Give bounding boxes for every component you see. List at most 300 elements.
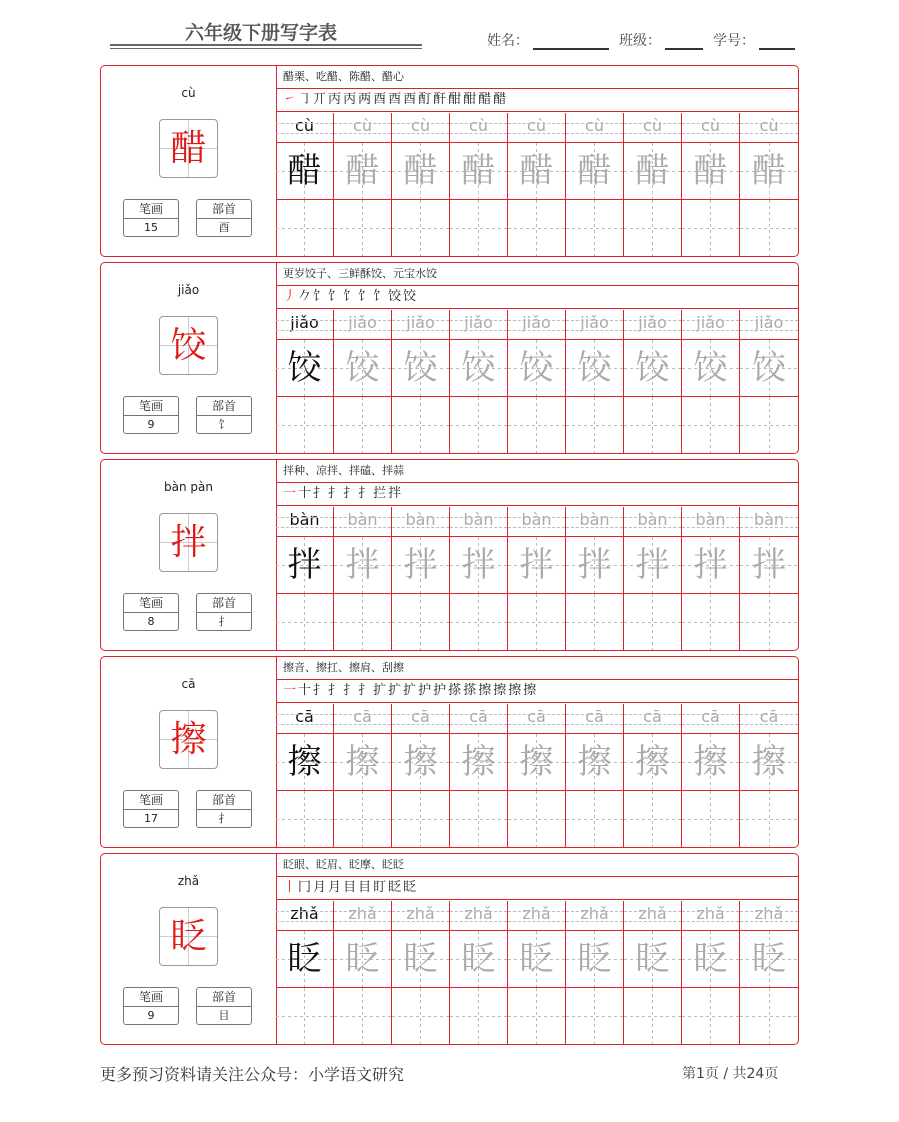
trace-char-cell: 醋 xyxy=(450,143,507,200)
practice-column xyxy=(624,901,682,1044)
practice-column xyxy=(276,310,334,453)
stroke-step: 酣 xyxy=(448,92,464,107)
stroke-step: 搽 xyxy=(448,683,464,698)
practice-column xyxy=(740,310,798,453)
stroke-step: 擦 xyxy=(478,683,494,698)
char-card xyxy=(100,65,799,257)
practice-column xyxy=(334,704,392,847)
stroke-step: 眨 xyxy=(403,880,419,895)
pinyin-cell: cù xyxy=(450,113,507,143)
title-underline-thin xyxy=(110,48,422,49)
pinyin-cell: zhǎ xyxy=(566,901,623,931)
char-display-box xyxy=(159,513,218,572)
pinyin-cell: bàn xyxy=(508,507,565,537)
practice-column xyxy=(682,901,740,1044)
trace-char-cell: 饺 xyxy=(624,340,681,397)
stroke-order xyxy=(276,88,798,112)
empty-writing-cell[interactable] xyxy=(624,988,681,1044)
stroke-step: 扩 xyxy=(403,683,419,698)
stroke-step: 两 xyxy=(358,92,374,107)
char-display: 饺 xyxy=(170,325,207,366)
practice-column xyxy=(276,704,334,847)
radical-value: 目 xyxy=(218,1009,230,1022)
stroke-order xyxy=(276,876,798,900)
practice-column xyxy=(450,507,508,650)
stroke-step: 擦 xyxy=(508,683,524,698)
stroke-step: 酐 xyxy=(433,92,449,107)
practice-panel xyxy=(276,657,798,847)
empty-writing-cell[interactable] xyxy=(682,200,739,256)
stroke-count-label: 笔画 xyxy=(124,791,178,810)
radical-box xyxy=(196,396,252,434)
example-words: 拌种、凉拌、拌磕、拌蒜 xyxy=(276,460,798,483)
empty-writing-cell[interactable] xyxy=(450,791,507,847)
stroke-step: 饺 xyxy=(388,289,404,304)
practice-column xyxy=(624,113,682,256)
trace-char-cell: 眨 xyxy=(334,931,391,988)
stroke-step: 扌 xyxy=(328,683,344,698)
radical-value: 扌 xyxy=(218,812,230,825)
stroke-step: 扩 xyxy=(388,683,404,698)
stroke-step: 扌 xyxy=(358,486,374,501)
trace-char-cell: 眨 xyxy=(624,931,681,988)
stroke-step: 丙 xyxy=(328,92,344,107)
stroke-step: 饣 xyxy=(358,289,374,304)
name-blank[interactable] xyxy=(533,34,609,50)
stroke-step: 醋 xyxy=(478,92,494,107)
empty-writing-cell[interactable] xyxy=(740,594,798,650)
trace-char-cell: 眨 xyxy=(508,931,565,988)
practice-column xyxy=(392,113,450,256)
stroke-count-box xyxy=(123,790,179,828)
example-words: 更岁饺子、三鲜酥饺、元宝水饺 xyxy=(276,263,798,286)
practice-grid xyxy=(276,310,799,453)
pinyin-cell: jiǎo xyxy=(740,310,798,340)
char-info-panel xyxy=(101,854,277,1044)
empty-writing-cell[interactable] xyxy=(334,594,391,650)
trace-char-cell: 醋 xyxy=(334,143,391,200)
stroke-count-box xyxy=(123,593,179,631)
stroke-step: 饣 xyxy=(328,289,344,304)
trace-char-cell: 擦 xyxy=(740,734,798,791)
number-blank[interactable] xyxy=(759,34,795,50)
practice-column xyxy=(682,310,740,453)
practice-panel xyxy=(276,854,798,1044)
stroke-count-value: 9 xyxy=(147,1009,155,1022)
radical-value: 饣 xyxy=(218,418,230,431)
practice-column xyxy=(508,507,566,650)
practice-column xyxy=(276,113,334,256)
stroke-step: 护 xyxy=(433,683,449,698)
stroke-step: 一 xyxy=(283,486,299,501)
pinyin-cell: cā xyxy=(624,704,681,734)
practice-column xyxy=(334,507,392,650)
pinyin-cell: bàn xyxy=(450,507,507,537)
practice-column xyxy=(740,113,798,256)
pinyin-cell: jiǎo xyxy=(566,310,623,340)
radical-label: 部首 xyxy=(197,594,251,613)
empty-writing-cell[interactable] xyxy=(334,397,391,453)
trace-char-cell: 拌 xyxy=(450,537,507,594)
stroke-step: 月 xyxy=(328,880,344,895)
empty-writing-cell[interactable] xyxy=(276,200,333,256)
trace-char-cell: 饺 xyxy=(682,340,739,397)
trace-char-cell: 擦 xyxy=(450,734,507,791)
char-pinyin: jiǎo xyxy=(177,283,200,297)
number-label: 学号： xyxy=(713,33,755,49)
empty-writing-cell[interactable] xyxy=(682,594,739,650)
pinyin-cell: cù xyxy=(682,113,739,143)
practice-column xyxy=(566,113,624,256)
stroke-step: ㇆ xyxy=(298,92,314,107)
char-display-box xyxy=(159,316,218,375)
pinyin-cell: cù xyxy=(566,113,623,143)
char-display: 擦 xyxy=(170,719,207,760)
page-indicator: 第1页 / 共24页 xyxy=(682,1066,779,1082)
empty-writing-cell[interactable] xyxy=(334,200,391,256)
char-display-box xyxy=(159,119,218,178)
stroke-step: 饺 xyxy=(403,289,419,304)
stroke-step: 丌 xyxy=(313,92,329,107)
model-char-cell: 醋 xyxy=(276,143,333,200)
pinyin-cell: cù xyxy=(334,113,391,143)
stroke-step: 目 xyxy=(358,880,374,895)
pinyin-cell: cā xyxy=(740,704,798,734)
trace-char-cell: 眨 xyxy=(740,931,798,988)
empty-writing-cell[interactable] xyxy=(276,594,333,650)
radical-box xyxy=(196,987,252,1025)
radical-box xyxy=(196,790,252,828)
trace-char-cell: 拌 xyxy=(508,537,565,594)
empty-writing-cell[interactable] xyxy=(508,791,565,847)
char-display-box xyxy=(159,710,218,769)
char-display: 拌 xyxy=(170,522,207,563)
empty-writing-cell[interactable] xyxy=(508,200,565,256)
radical-value: 扌 xyxy=(218,615,230,628)
empty-writing-cell[interactable] xyxy=(566,988,623,1044)
practice-column xyxy=(334,901,392,1044)
stroke-step: 拦 xyxy=(373,486,389,501)
stroke-count-value: 17 xyxy=(144,812,158,825)
pinyin-cell: cù xyxy=(624,113,681,143)
empty-writing-cell[interactable] xyxy=(450,594,507,650)
practice-panel xyxy=(276,460,798,650)
radical-label: 部首 xyxy=(197,200,251,219)
pinyin-cell: zhǎ xyxy=(740,901,798,931)
pinyin-cell: cā xyxy=(450,704,507,734)
pinyin-cell: bàn xyxy=(624,507,681,537)
empty-writing-cell[interactable] xyxy=(740,200,798,256)
trace-char-cell: 饺 xyxy=(566,340,623,397)
stroke-order xyxy=(276,482,798,506)
pinyin-cell: cā xyxy=(682,704,739,734)
practice-column xyxy=(508,310,566,453)
pinyin-cell: cù xyxy=(740,113,798,143)
radical-label: 部首 xyxy=(197,988,251,1007)
practice-column xyxy=(566,704,624,847)
example-words: 醋栗、吃醋、陈醋、醋心 xyxy=(276,66,798,89)
empty-writing-cell[interactable] xyxy=(682,988,739,1044)
practice-column xyxy=(624,507,682,650)
pinyin-cell: bàn xyxy=(392,507,449,537)
pinyin-cell: jiǎo xyxy=(508,310,565,340)
title-underline xyxy=(110,44,422,46)
stroke-step: 扌 xyxy=(328,486,344,501)
empty-writing-cell[interactable] xyxy=(740,988,798,1044)
stroke-step: 护 xyxy=(418,683,434,698)
char-pinyin: zhǎ xyxy=(177,874,200,888)
practice-column xyxy=(566,901,624,1044)
trace-char-cell: 拌 xyxy=(740,537,798,594)
pinyin-cell: zhǎ xyxy=(392,901,449,931)
stroke-step: 扌 xyxy=(358,683,374,698)
trace-char-cell: 饺 xyxy=(508,340,565,397)
pinyin-cell: zhǎ xyxy=(334,901,391,931)
practice-column xyxy=(392,704,450,847)
stroke-step: 盯 xyxy=(373,880,389,895)
stroke-step: 丿 xyxy=(283,289,299,304)
trace-char-cell: 醋 xyxy=(740,143,798,200)
radical-box xyxy=(196,199,252,237)
practice-column xyxy=(276,901,334,1044)
empty-writing-cell[interactable] xyxy=(566,200,623,256)
empty-writing-cell[interactable] xyxy=(392,397,449,453)
practice-column xyxy=(740,507,798,650)
char-card xyxy=(100,262,799,454)
stroke-step: 扩 xyxy=(373,683,389,698)
pinyin-cell: zhǎ xyxy=(276,901,333,931)
stroke-count-label: 笔画 xyxy=(124,200,178,219)
trace-char-cell: 眨 xyxy=(566,931,623,988)
empty-writing-cell[interactable] xyxy=(392,988,449,1044)
practice-column xyxy=(682,113,740,256)
empty-writing-cell[interactable] xyxy=(566,397,623,453)
trace-char-cell: 眨 xyxy=(392,931,449,988)
pinyin-cell: jiǎo xyxy=(450,310,507,340)
empty-writing-cell[interactable] xyxy=(508,594,565,650)
char-info-panel xyxy=(101,66,277,256)
char-pinyin: cā xyxy=(181,677,196,691)
stroke-step: 扌 xyxy=(313,683,329,698)
pinyin-cell: bàn xyxy=(682,507,739,537)
stroke-step: 酉 xyxy=(373,92,389,107)
practice-column xyxy=(508,704,566,847)
stroke-step: 酣 xyxy=(463,92,479,107)
stroke-step: 醋 xyxy=(493,92,509,107)
pinyin-cell: zhǎ xyxy=(682,901,739,931)
empty-writing-cell[interactable] xyxy=(276,988,333,1044)
stroke-step: 酉 xyxy=(388,92,404,107)
empty-writing-cell[interactable] xyxy=(740,791,798,847)
practice-grid xyxy=(276,113,799,256)
practice-column xyxy=(392,507,450,650)
stroke-count-box xyxy=(123,987,179,1025)
stroke-step: 搽 xyxy=(463,683,479,698)
empty-writing-cell[interactable] xyxy=(450,200,507,256)
stroke-count-value: 15 xyxy=(144,221,158,234)
name-label: 姓名： xyxy=(487,33,529,49)
radical-value: 酉 xyxy=(218,221,230,234)
stroke-count-label: 笔画 xyxy=(124,594,178,613)
char-card xyxy=(100,656,799,848)
stroke-step: 十 xyxy=(298,683,314,698)
empty-writing-cell[interactable] xyxy=(682,791,739,847)
stroke-step: 冂 xyxy=(298,880,314,895)
stroke-step: 丨 xyxy=(283,880,299,895)
trace-char-cell: 醋 xyxy=(508,143,565,200)
stroke-order xyxy=(276,679,798,703)
stroke-step: 酉 xyxy=(403,92,419,107)
trace-char-cell: 擦 xyxy=(508,734,565,791)
stroke-step: 扌 xyxy=(343,683,359,698)
stroke-step: 眨 xyxy=(388,880,404,895)
pinyin-cell: cā xyxy=(392,704,449,734)
empty-writing-cell[interactable] xyxy=(624,791,681,847)
char-pinyin: cù xyxy=(181,86,196,100)
practice-column xyxy=(508,113,566,256)
stroke-step: ㇀ xyxy=(283,92,299,107)
trace-char-cell: 拌 xyxy=(334,537,391,594)
stroke-step: 丙 xyxy=(343,92,359,107)
pinyin-cell: cā xyxy=(566,704,623,734)
empty-writing-cell[interactable] xyxy=(740,397,798,453)
trace-char-cell: 醋 xyxy=(682,143,739,200)
stroke-count-box xyxy=(123,199,179,237)
stroke-step: 目 xyxy=(343,880,359,895)
trace-char-cell: 醋 xyxy=(624,143,681,200)
trace-char-cell: 饺 xyxy=(450,340,507,397)
practice-column xyxy=(450,901,508,1044)
stroke-count-value: 8 xyxy=(147,615,155,628)
pinyin-cell: jiǎo xyxy=(334,310,391,340)
empty-writing-cell[interactable] xyxy=(334,791,391,847)
practice-column xyxy=(450,704,508,847)
practice-column xyxy=(508,901,566,1044)
class-blank[interactable] xyxy=(665,34,703,50)
empty-writing-cell[interactable] xyxy=(450,988,507,1044)
model-char-cell: 擦 xyxy=(276,734,333,791)
footer-promo: 更多预习资料请关注公众号：小学语文研究 xyxy=(100,1065,405,1084)
stroke-step: 𠂊 xyxy=(298,289,314,304)
practice-column xyxy=(450,310,508,453)
practice-column xyxy=(740,901,798,1044)
pinyin-cell: zhǎ xyxy=(450,901,507,931)
stroke-step: 拌 xyxy=(388,486,404,501)
pinyin-cell: bàn xyxy=(566,507,623,537)
pinyin-cell: jiǎo xyxy=(624,310,681,340)
empty-writing-cell[interactable] xyxy=(334,988,391,1044)
practice-column xyxy=(392,310,450,453)
practice-column xyxy=(682,704,740,847)
empty-writing-cell[interactable] xyxy=(276,397,333,453)
practice-column xyxy=(334,310,392,453)
empty-writing-cell[interactable] xyxy=(276,791,333,847)
pinyin-cell: cā xyxy=(276,704,333,734)
char-display: 醋 xyxy=(170,128,207,169)
practice-column xyxy=(740,704,798,847)
practice-grid xyxy=(276,507,799,650)
char-info-panel xyxy=(101,263,277,453)
pinyin-cell: cā xyxy=(334,704,391,734)
empty-writing-cell[interactable] xyxy=(392,791,449,847)
stroke-step: 扌 xyxy=(313,486,329,501)
pinyin-cell: cù xyxy=(392,113,449,143)
stroke-step: 擦 xyxy=(493,683,509,698)
model-char-cell: 眨 xyxy=(276,931,333,988)
stroke-step: 饣 xyxy=(343,289,359,304)
empty-writing-cell[interactable] xyxy=(392,594,449,650)
stroke-count-label: 笔画 xyxy=(124,397,178,416)
trace-char-cell: 擦 xyxy=(334,734,391,791)
pinyin-cell: cù xyxy=(276,113,333,143)
empty-writing-cell[interactable] xyxy=(450,397,507,453)
trace-char-cell: 饺 xyxy=(740,340,798,397)
empty-writing-cell[interactable] xyxy=(566,594,623,650)
stroke-count-box xyxy=(123,396,179,434)
practice-column xyxy=(566,507,624,650)
stroke-order xyxy=(276,285,798,309)
trace-char-cell: 擦 xyxy=(392,734,449,791)
char-pinyin: bàn pàn xyxy=(164,480,213,494)
trace-char-cell: 眨 xyxy=(450,931,507,988)
model-char-cell: 拌 xyxy=(276,537,333,594)
stroke-step: 饣 xyxy=(313,289,329,304)
char-display-box xyxy=(159,907,218,966)
trace-char-cell: 醋 xyxy=(392,143,449,200)
trace-char-cell: 拌 xyxy=(392,537,449,594)
trace-char-cell: 醋 xyxy=(566,143,623,200)
trace-char-cell: 拌 xyxy=(566,537,623,594)
trace-char-cell: 拌 xyxy=(682,537,739,594)
pinyin-cell: jiǎo xyxy=(276,310,333,340)
empty-writing-cell[interactable] xyxy=(624,594,681,650)
practice-column xyxy=(566,310,624,453)
empty-writing-cell[interactable] xyxy=(392,200,449,256)
pinyin-cell: bàn xyxy=(334,507,391,537)
practice-column xyxy=(682,507,740,650)
practice-panel xyxy=(276,66,798,256)
class-label: 班级： xyxy=(619,33,661,49)
stroke-step: 月 xyxy=(313,880,329,895)
model-char-cell: 饺 xyxy=(276,340,333,397)
pinyin-cell: cā xyxy=(508,704,565,734)
trace-char-cell: 擦 xyxy=(566,734,623,791)
practice-column xyxy=(392,901,450,1044)
class-field[interactable] xyxy=(619,30,703,50)
empty-writing-cell[interactable] xyxy=(566,791,623,847)
empty-writing-cell[interactable] xyxy=(508,397,565,453)
empty-writing-cell[interactable] xyxy=(624,397,681,453)
practice-column xyxy=(624,310,682,453)
pinyin-cell: cù xyxy=(508,113,565,143)
name-field[interactable] xyxy=(487,30,609,50)
stroke-count-label: 笔画 xyxy=(124,988,178,1007)
char-info-panel xyxy=(101,460,277,650)
empty-writing-cell[interactable] xyxy=(682,397,739,453)
trace-char-cell: 眨 xyxy=(682,931,739,988)
stroke-step: 饣 xyxy=(373,289,389,304)
practice-column xyxy=(624,704,682,847)
example-words: 擦音、擦扛、擦肩、刮擦 xyxy=(276,657,798,680)
empty-writing-cell[interactable] xyxy=(508,988,565,1044)
trace-char-cell: 拌 xyxy=(624,537,681,594)
pinyin-cell: bàn xyxy=(276,507,333,537)
practice-grid xyxy=(276,901,799,1044)
trace-char-cell: 饺 xyxy=(392,340,449,397)
page-title: 六年级下册写字表 xyxy=(185,22,338,44)
number-field[interactable] xyxy=(713,30,795,50)
empty-writing-cell[interactable] xyxy=(624,200,681,256)
